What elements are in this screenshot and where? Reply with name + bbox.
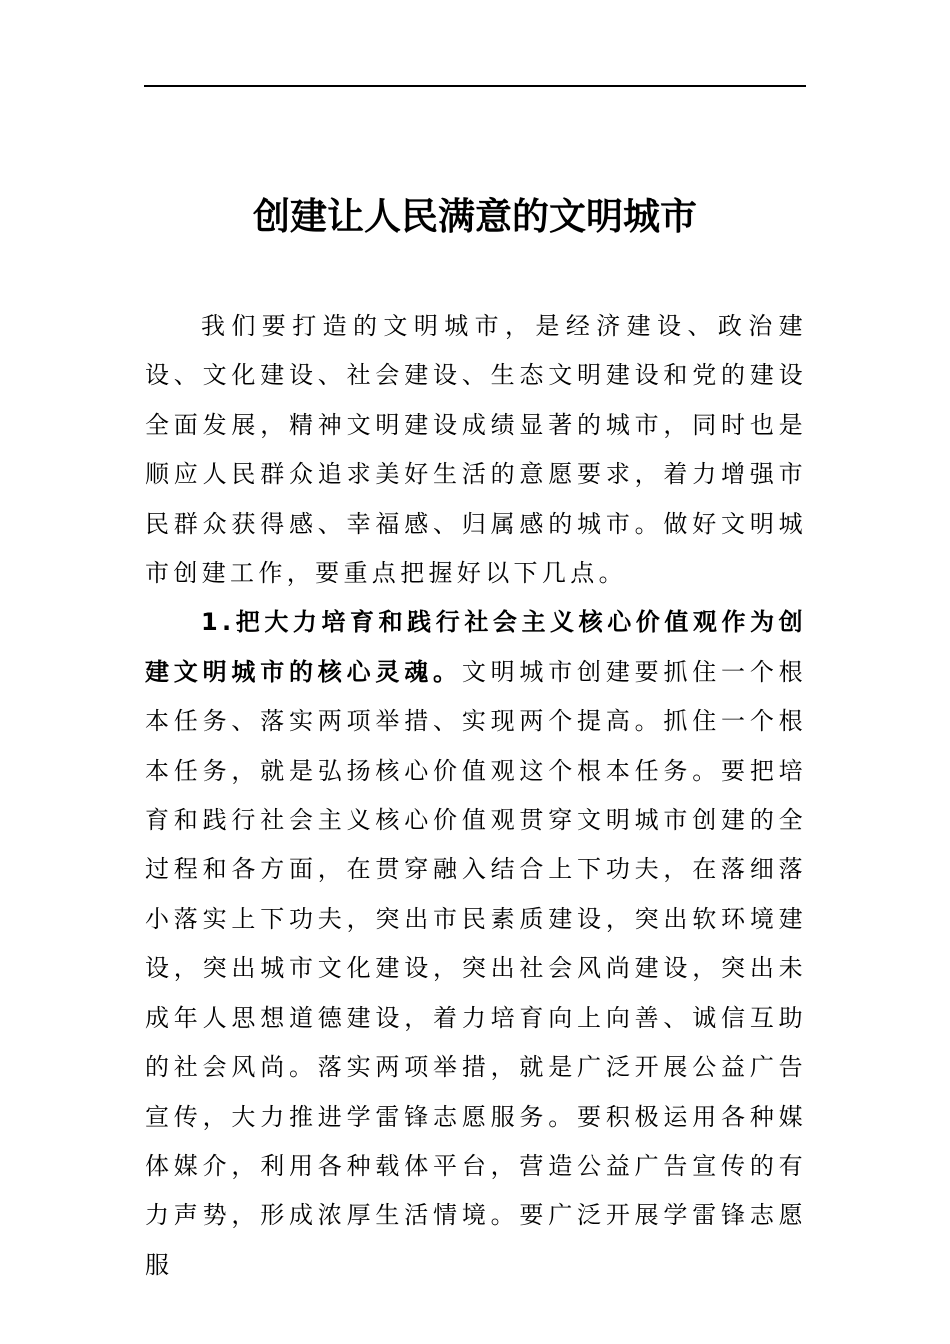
paragraph-text: 文明城市创建要抓住一个根本任务、落实两项举措、实现两个提高。抓住一个根本任务，就是弘扬核心价值观这个根本任务。要把培育和践行社会主义核心价值观贯穿文明城市创建的全过程和各方面，在贯穿融入结合上下功夫，在落细落小落实上下功夫，突出市民素质建设，突出软环境建设，突出城市文化建设，突出社会风尚建设，突出未成年人思想道德建设，着力培育向上向善、诚信互助的社会风尚。落实两项举措，就是广泛开展公益广告宣传，大力推进学雷锋志愿服务。要积极运用各种媒体媒介，利用各种载体平台，营造公益广告宣传的有力声势，形成浓厚生活情境。要广泛开展学雷锋志愿服 bbox=[145, 657, 807, 1279]
paragraph-heading: 1.把大力培育和践行社会主义核心价值观作为创建文明城市的核心灵魂。 bbox=[145, 608, 807, 686]
paragraph-intro bbox=[145, 302, 807, 598]
document-title: 创建让人民满意的文明城市 bbox=[253, 194, 697, 238]
paragraph-text: 我们要打造的文明城市，是经济建设、政治建设、文化建设、社会建设、生态文明建设和党的建设全面发展，精神文明建设成绩显著的城市，同时也是顺应人民群众追求美好生活的意愿要求，着力增强市民群众获得感、幸福感、归属感的城市。做好文明城市创建工作，要重点把握好以下几点。 bbox=[145, 312, 807, 588]
document-body bbox=[145, 302, 807, 1290]
paragraph-point-1 bbox=[145, 598, 807, 1290]
header-rule bbox=[144, 85, 806, 87]
